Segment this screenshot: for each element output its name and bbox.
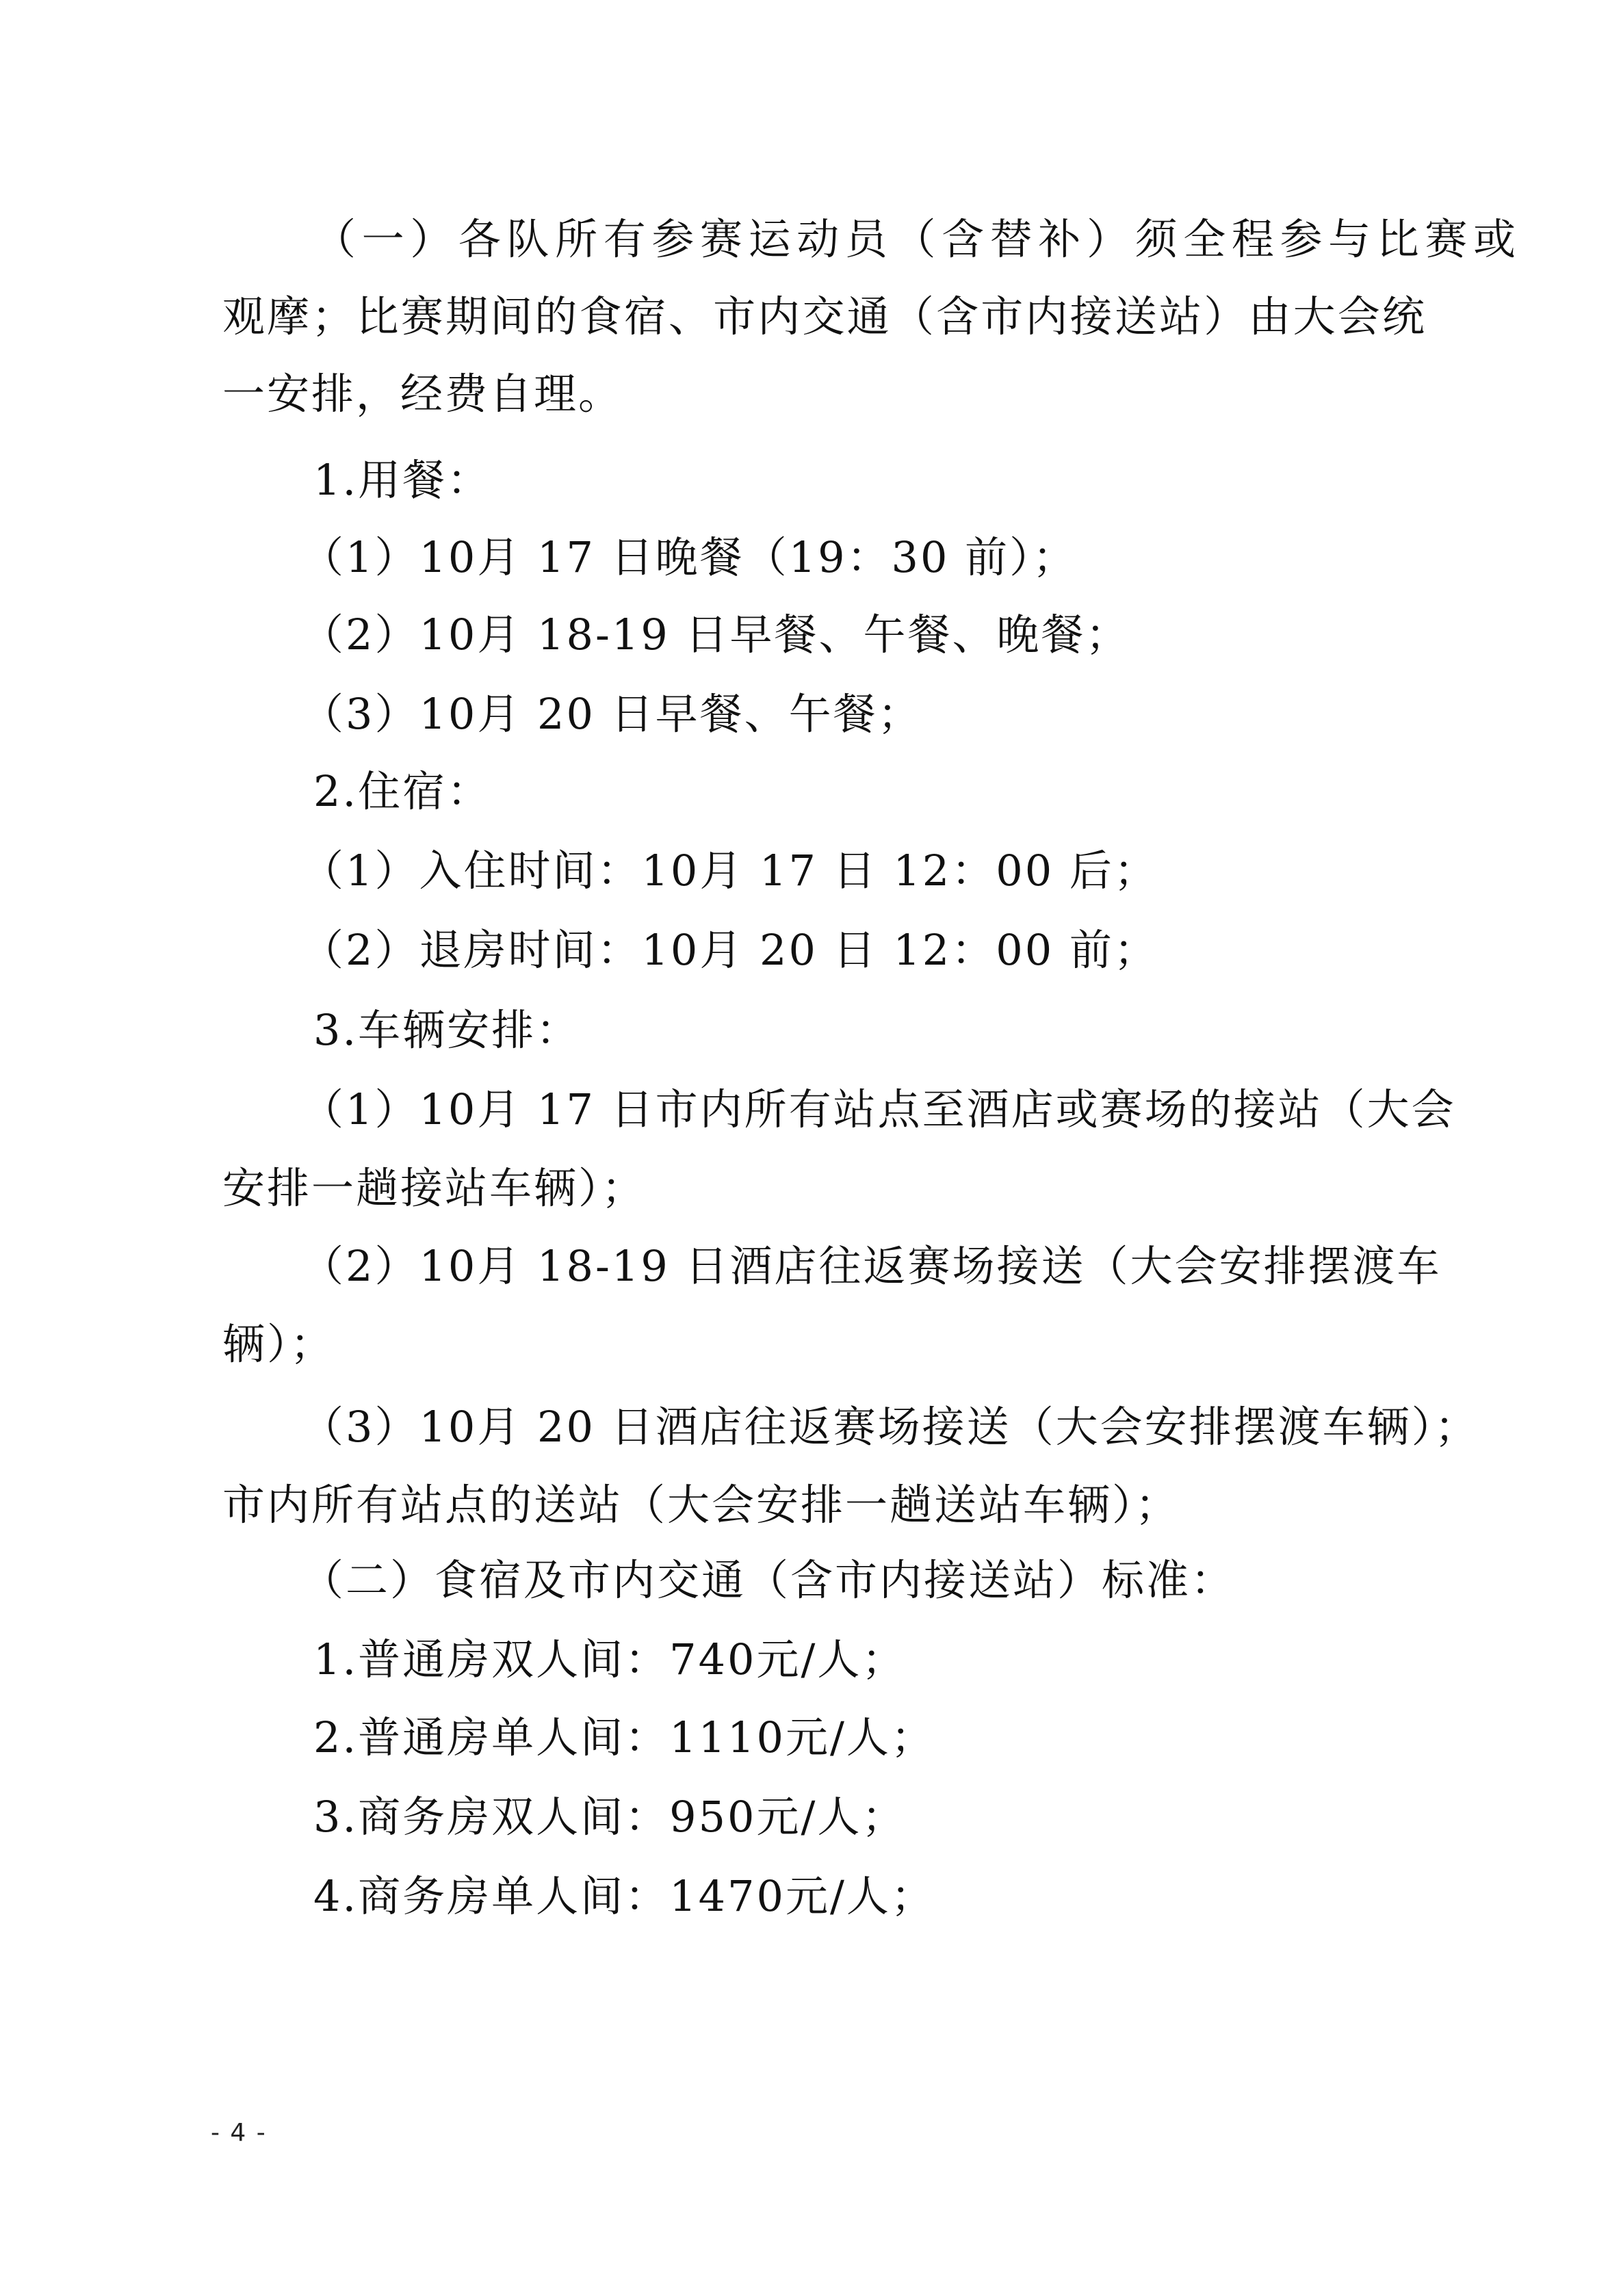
section-heading: 1.用餐：: [313, 455, 492, 505]
section-heading: 3.车辆安排：: [313, 1005, 581, 1055]
list-item: （3）10月 20 日酒店往返赛场接送（大会安排摆渡车辆）；: [301, 1402, 1479, 1452]
list-item-continuation: 安排一趟接站车辆）；: [222, 1163, 647, 1213]
paragraph-line: （一）各队所有参赛运动员（含替补）须全程参与比赛或: [313, 214, 1518, 264]
section-heading: （二）食宿及市内交通（含市内接送站）标准：: [301, 1555, 1236, 1605]
section-heading: 2.住宿：: [313, 766, 492, 816]
list-item: （1）入住时间：10月 17 日 12：00 后；: [301, 846, 1158, 896]
list-item-continuation: 辆）；: [222, 1319, 335, 1369]
page-number: - 4 -: [211, 2119, 267, 2147]
paragraph-line: 一安排，经费自理。: [222, 369, 623, 419]
price-item: 2.普通房单人间：1110元/人；: [313, 1712, 935, 1762]
list-item: （1）10月 17 日晚餐（19：30 前）；: [301, 532, 1078, 582]
list-item: （2）退房时间：10月 20 日 12：00 前；: [301, 925, 1158, 975]
list-item: （3）10月 20 日早餐、午餐；: [301, 689, 922, 739]
price-item: 3.商务房双人间：950元/人；: [313, 1792, 907, 1842]
price-item: 1.普通房双人间：740元/人；: [313, 1634, 907, 1684]
price-item: 4.商务房单人间：1470元/人；: [313, 1871, 935, 1921]
paragraph-line: 观摩；比赛期间的食宿、市内交通（含市内接送站）由大会统: [222, 291, 1427, 341]
list-item: （1）10月 17 日市内所有站点至酒店或赛场的接站（大会: [301, 1084, 1456, 1134]
list-item-continuation: 市内所有站点的送站（大会安排一趟送站车辆）；: [222, 1480, 1180, 1530]
list-item: （2）10月 18-19 日早餐、午餐、晚餐；: [301, 610, 1130, 660]
list-item: （2）10月 18-19 日酒店往返赛场接送（大会安排摆渡车: [301, 1241, 1442, 1291]
